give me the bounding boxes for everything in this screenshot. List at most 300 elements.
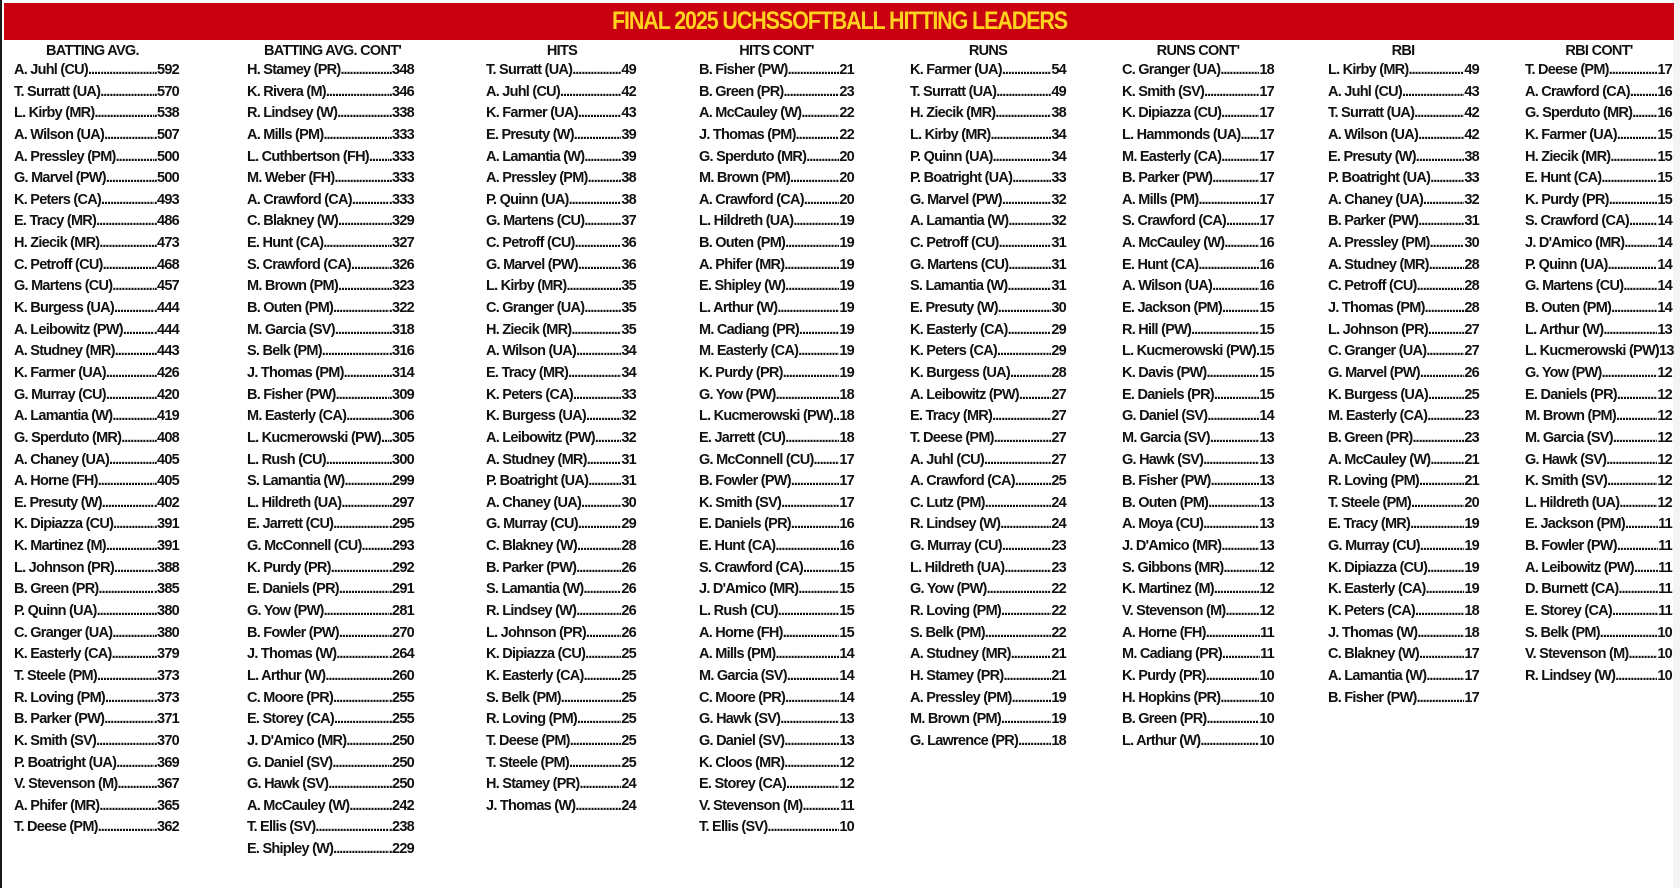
leader-dots xyxy=(1425,298,1465,320)
stat-value: 15 xyxy=(839,624,854,641)
stat-value: .326 xyxy=(388,256,414,273)
column-heading: RBI CONT' xyxy=(1565,43,1633,59)
stat-value: 22 xyxy=(1051,581,1066,598)
leader-entry xyxy=(486,168,636,190)
stat-value: 19 xyxy=(1464,559,1479,576)
stat-value: 12 xyxy=(1657,408,1672,425)
player-name: A. Horne (FH) xyxy=(14,473,98,490)
leader-dots xyxy=(804,190,840,212)
player-name: B. Outen (PM) xyxy=(699,235,786,252)
leader-entry xyxy=(1122,644,1274,666)
player-name: K. Burgess (UA) xyxy=(486,408,586,425)
leader-entry xyxy=(247,817,414,839)
leader-dots xyxy=(1002,60,1052,82)
leader-entry xyxy=(910,601,1066,623)
stat-value: 32 xyxy=(1051,213,1066,230)
player-name: A. Leibowitz (PW) xyxy=(910,386,1019,403)
leader-entry xyxy=(247,796,414,818)
leader-entry xyxy=(1525,190,1672,212)
leader-entry xyxy=(486,190,636,212)
leader-dots xyxy=(1222,644,1260,666)
stat-value: .323 xyxy=(388,278,414,295)
player-name: J. Thomas (PM) xyxy=(247,364,344,381)
stat-value: .405 xyxy=(153,451,179,468)
player-name: T. Surratt (UA) xyxy=(14,83,101,100)
leader-dots xyxy=(341,493,388,515)
leader-dots xyxy=(1426,341,1464,363)
stat-value: 16 xyxy=(1259,256,1274,273)
stat-value: .380 xyxy=(153,624,179,641)
leader-dots xyxy=(584,147,621,169)
player-name: L. Johnson (PR) xyxy=(14,559,114,576)
leader-entry xyxy=(1122,558,1274,580)
player-name: G. Martens (CU) xyxy=(14,278,113,295)
stat-value: 15 xyxy=(839,603,854,620)
stat-value: 19 xyxy=(1051,689,1066,706)
leader-entry xyxy=(699,623,854,645)
leader-entry xyxy=(14,211,179,233)
player-name: A. Studney (MR) xyxy=(486,451,587,468)
leader-dots xyxy=(793,211,839,233)
leader-entry xyxy=(1525,276,1672,298)
player-name: A. Lamantia (W) xyxy=(910,213,1009,230)
player-name: K. Easterly (CA) xyxy=(14,646,112,663)
stat-value: .297 xyxy=(388,494,414,511)
leader-entry xyxy=(699,190,854,212)
leader-dots xyxy=(1417,688,1465,710)
leader-entry xyxy=(910,688,1066,710)
leader-entry xyxy=(699,363,854,385)
player-name: A. Pressley (PM) xyxy=(910,689,1012,706)
stat-value: 43 xyxy=(1464,83,1479,100)
leader-entry xyxy=(14,363,179,385)
player-name: L. Kirby (MR) xyxy=(486,278,567,295)
leader-entry xyxy=(14,255,179,277)
leader-entry xyxy=(699,601,854,623)
leader-dots xyxy=(1427,558,1464,580)
player-name: E. Tracy (MR) xyxy=(1328,516,1411,533)
leader-dots xyxy=(995,103,1051,125)
player-name: C. Blakney (W) xyxy=(1328,646,1420,663)
leader-entry xyxy=(1328,406,1479,428)
player-name: A. Crawford (CA) xyxy=(699,191,804,208)
leader-dots xyxy=(1226,601,1260,623)
leader-entry xyxy=(1122,147,1274,169)
leader-entry xyxy=(247,644,414,666)
stat-value: 35 xyxy=(621,278,636,295)
leader-entry xyxy=(1122,211,1274,233)
player-name: C. Granger (UA) xyxy=(14,624,113,641)
leader-entry xyxy=(1525,493,1672,515)
stat-value: 12 xyxy=(1657,429,1672,446)
player-name: C. Moore (PR) xyxy=(247,689,334,706)
player-name: M. Easterly (CA) xyxy=(1122,148,1222,165)
player-name: T. Surratt (UA) xyxy=(1328,105,1415,122)
stat-value: 12 xyxy=(1259,559,1274,576)
leader-dots xyxy=(799,320,839,342)
player-name: G. Murray (CU) xyxy=(14,386,106,403)
leader-dots xyxy=(1629,644,1658,666)
stat-value: 18 xyxy=(1464,603,1479,620)
leader-dots xyxy=(1624,233,1657,255)
player-name: M. Cadiang (PR) xyxy=(699,321,799,338)
leader-dots xyxy=(777,298,839,320)
player-name: E. Jarrett (CU) xyxy=(247,516,334,533)
stat-value: .300 xyxy=(388,451,414,468)
leader-entry xyxy=(910,514,1066,536)
player-name: G. Daniel (SV) xyxy=(1122,408,1208,425)
stat-value: 49 xyxy=(1464,62,1479,78)
leader-entry xyxy=(14,558,179,580)
stat-value: 15 xyxy=(1657,126,1672,143)
leader-dots xyxy=(324,601,389,623)
leader-dots xyxy=(1015,471,1052,493)
stat-value: .408 xyxy=(153,429,179,446)
leader-dots xyxy=(1611,298,1657,320)
leader-entry xyxy=(910,103,1066,125)
leader-entry xyxy=(699,341,854,363)
stat-value: .426 xyxy=(153,364,179,381)
leader-dots xyxy=(335,320,389,342)
player-name: A. McCauley (W) xyxy=(699,105,802,122)
leader-entry xyxy=(1122,514,1274,536)
leader-entry xyxy=(1328,147,1479,169)
stat-value: 12 xyxy=(1657,386,1672,403)
leader-entry xyxy=(247,125,414,147)
leader-entry xyxy=(1525,147,1672,169)
player-name: B. Outen (PM) xyxy=(1122,494,1209,511)
leader-entry xyxy=(1328,471,1479,493)
player-name: G. Yow (PW) xyxy=(247,603,324,620)
leader-dots xyxy=(577,536,621,558)
leader-dots xyxy=(113,514,154,536)
stat-value: 29 xyxy=(1051,321,1066,338)
leader-dots xyxy=(787,666,840,688)
leader-dots xyxy=(101,190,154,212)
player-name: E. Presuty (W) xyxy=(910,300,998,317)
player-name: M. Brown (PM) xyxy=(1525,408,1616,425)
leader-entry xyxy=(247,298,414,320)
leader-entry xyxy=(486,796,636,818)
leader-entry xyxy=(486,471,636,493)
leader-entry xyxy=(910,536,1066,558)
leader-entry xyxy=(247,471,414,493)
leader-dots xyxy=(1001,709,1051,731)
leader-entry xyxy=(486,774,636,796)
leader-dots xyxy=(997,341,1051,363)
stat-value: 21 xyxy=(1051,646,1066,663)
stat-value: 11 xyxy=(840,797,854,814)
leader-dots xyxy=(996,82,1051,104)
leader-entry xyxy=(699,493,854,515)
leader-dots xyxy=(114,558,154,580)
stat-value: .309 xyxy=(388,386,414,403)
leader-entry xyxy=(486,666,636,688)
leader-entry xyxy=(247,385,414,407)
player-name: K. Dipiazza (CU) xyxy=(486,646,586,663)
leader-entry xyxy=(699,233,854,255)
leader-dots xyxy=(328,774,389,796)
player-name: B. Fisher (PW) xyxy=(1328,689,1417,706)
player-name: E. Hunt (CA) xyxy=(1122,256,1199,273)
player-name: L. Hildreth (UA) xyxy=(1525,494,1620,511)
stat-value: 17 xyxy=(1464,689,1479,706)
stat-value: 15 xyxy=(1657,148,1672,165)
player-name: A. Moya (CU) xyxy=(1122,516,1204,533)
player-name: S. Crawford (CA) xyxy=(1122,213,1226,230)
player-name: K. Burgess (UA) xyxy=(910,364,1010,381)
leader-entry xyxy=(1328,601,1479,623)
leader-dots xyxy=(1207,709,1260,731)
leader-dots xyxy=(1198,255,1259,277)
leader-dots xyxy=(1630,82,1658,104)
leader-dots xyxy=(1224,233,1259,255)
stat-value: 25 xyxy=(1051,473,1066,490)
leader-dots xyxy=(369,147,389,169)
stat-value: 10 xyxy=(1657,667,1672,684)
leader-entry xyxy=(1122,579,1274,601)
leader-entry xyxy=(1525,514,1672,536)
leader-entry xyxy=(14,103,179,125)
stat-value: 11 xyxy=(1260,646,1274,663)
leader-entry xyxy=(1328,82,1479,104)
stat-value: .388 xyxy=(153,559,179,576)
leader-entry xyxy=(247,103,414,125)
leader-entry xyxy=(1122,471,1274,493)
player-name: M. Cadiang (PR) xyxy=(1122,646,1222,663)
stat-value: .493 xyxy=(153,191,179,208)
stat-value: .305 xyxy=(388,429,414,446)
stat-value: 19 xyxy=(1464,581,1479,598)
leader-entry xyxy=(1328,579,1479,601)
leader-entry xyxy=(1328,558,1479,580)
leader-entry xyxy=(910,341,1066,363)
stat-value: 28 xyxy=(621,538,636,555)
stat-value: 17 xyxy=(1464,667,1479,684)
stat-value: 37 xyxy=(621,213,636,230)
stat-value: .457 xyxy=(153,278,179,295)
leader-entry xyxy=(247,514,414,536)
player-name: K. Martinez (M) xyxy=(14,538,106,555)
leader-dots xyxy=(1411,493,1464,515)
stat-value: 14 xyxy=(839,667,854,684)
leader-entry xyxy=(910,558,1066,580)
stat-value: .299 xyxy=(388,473,414,490)
player-name: H. Ziecik (MR) xyxy=(14,235,100,252)
leader-entry xyxy=(247,60,414,82)
leader-entry xyxy=(486,147,636,169)
player-name: G. Marvel (PW) xyxy=(910,191,1002,208)
leader-dots xyxy=(1207,406,1259,428)
leader-dots xyxy=(116,753,154,775)
player-name: J. Thomas (PM) xyxy=(1328,300,1425,317)
leader-dots xyxy=(788,60,840,82)
player-name: V. Stevenson (M) xyxy=(14,776,118,793)
stat-value: 19 xyxy=(839,343,854,360)
leader-entry xyxy=(486,103,636,125)
player-name: R. Loving (PM) xyxy=(14,689,105,706)
leader-dots xyxy=(584,666,622,688)
player-name: G. Murray (CU) xyxy=(1328,538,1420,555)
leader-dots xyxy=(1226,211,1259,233)
leader-entry xyxy=(1525,168,1672,190)
leader-dots xyxy=(785,688,839,710)
leader-entry xyxy=(1328,320,1479,342)
player-name: B. Parker (PW) xyxy=(1328,213,1419,230)
player-name: T. Steele (PM) xyxy=(1328,494,1411,511)
player-name: C. Granger (UA) xyxy=(486,300,585,317)
leader-dots xyxy=(1198,190,1259,212)
player-name: A. Horne (FH) xyxy=(1122,624,1206,641)
leader-dots xyxy=(1214,385,1259,407)
leader-dots xyxy=(1415,601,1464,623)
column-rbi-cont xyxy=(1525,40,1672,688)
stat-value: 14 xyxy=(1657,256,1672,273)
player-name: E. Hunt (CA) xyxy=(699,538,776,555)
leader-entry xyxy=(486,601,636,623)
player-name: S. Belk (PM) xyxy=(1525,624,1600,641)
stat-value: .405 xyxy=(153,473,179,490)
leader-dots xyxy=(994,428,1052,450)
leader-dots xyxy=(1420,363,1465,385)
player-name: R. Lindsey (W) xyxy=(910,516,1001,533)
stat-value: .270 xyxy=(388,624,414,641)
stat-value: 25 xyxy=(621,689,636,706)
leader-dots xyxy=(998,298,1052,320)
leader-entry xyxy=(1328,688,1479,710)
stat-value: 32 xyxy=(1051,191,1066,208)
player-name: G. Hawk (SV) xyxy=(1525,451,1607,468)
leader-dots xyxy=(1206,623,1260,645)
leader-dots xyxy=(803,796,841,818)
player-name: V. Stevenson (M) xyxy=(1525,646,1629,663)
leader-dots xyxy=(121,428,154,450)
leader-dots xyxy=(325,666,388,688)
player-name: K. Peters (CA) xyxy=(1328,603,1415,620)
leader-dots xyxy=(781,493,839,515)
leader-dots xyxy=(88,60,154,82)
leader-entry xyxy=(1122,536,1274,558)
player-name: E. Storey (CA) xyxy=(699,776,786,793)
leader-dots xyxy=(112,276,153,298)
player-name: S. Crawford (CA) xyxy=(247,256,351,273)
leader-dots xyxy=(1203,450,1259,472)
leader-entry xyxy=(486,536,636,558)
player-name: A. Leibowitz (PW) xyxy=(14,321,123,338)
leader-entry xyxy=(1328,233,1479,255)
leader-entry xyxy=(486,579,636,601)
leader-dots xyxy=(352,190,389,212)
stat-value: 24 xyxy=(1051,516,1066,533)
player-name: G. Martens (CU) xyxy=(910,256,1009,273)
column-rbi xyxy=(1328,40,1479,709)
leader-dots xyxy=(99,579,154,601)
leader-dots xyxy=(1191,320,1259,342)
stat-value: 14 xyxy=(1657,278,1672,295)
leader-entry xyxy=(247,450,414,472)
leader-dots xyxy=(1214,579,1260,601)
player-name: C. Blakney (W) xyxy=(486,538,578,555)
leader-dots xyxy=(586,406,621,428)
leader-dots xyxy=(337,103,389,125)
player-name: J. Thomas (W) xyxy=(1328,624,1418,641)
leader-entry xyxy=(486,450,636,472)
leader-dots xyxy=(105,688,154,710)
leader-entry xyxy=(1122,450,1274,472)
player-name: K. Dipiazza (CU) xyxy=(14,516,114,533)
leader-entry xyxy=(1122,623,1274,645)
leader-dots xyxy=(1008,276,1052,298)
leader-entry xyxy=(1525,536,1672,558)
player-name: E. Shipley (W) xyxy=(247,841,334,858)
leader-entry xyxy=(486,341,636,363)
player-name: E. Daniels (PR) xyxy=(699,516,791,533)
leader-entry xyxy=(1122,168,1274,190)
leader-entry xyxy=(14,623,179,645)
stat-value: 13 xyxy=(1259,494,1274,511)
stat-value: .373 xyxy=(153,689,179,706)
leader-entry xyxy=(699,796,854,818)
leader-entry xyxy=(14,753,179,775)
leader-dots xyxy=(100,82,154,104)
leader-dots xyxy=(315,817,388,839)
player-name: E. Jarrett (CU) xyxy=(699,429,786,446)
stat-value: .322 xyxy=(388,300,414,317)
player-name: M. Weber (FH) xyxy=(247,170,335,187)
stat-value: 34 xyxy=(621,364,636,381)
stat-value: 17 xyxy=(1259,213,1274,230)
leader-dots xyxy=(1623,276,1657,298)
player-name: K. Purdy (PR) xyxy=(699,364,783,381)
player-name: A. McCauley (W) xyxy=(1328,451,1431,468)
leader-dots xyxy=(332,753,388,775)
player-name: P. Boatright (UA) xyxy=(14,754,117,771)
leader-entry xyxy=(910,644,1066,666)
leader-dots xyxy=(331,558,389,580)
leader-entry xyxy=(1525,428,1672,450)
player-name: L. Kucmerowski (PW) xyxy=(247,429,381,446)
leader-entry xyxy=(486,623,636,645)
stat-value: 31 xyxy=(1464,213,1479,230)
leader-dots xyxy=(1617,385,1657,407)
stat-value: .473 xyxy=(153,235,179,252)
stat-value: 17 xyxy=(1259,148,1274,165)
stat-value: .291 xyxy=(388,581,414,598)
leader-dots xyxy=(985,623,1052,645)
leader-entry xyxy=(699,125,854,147)
leader-dots xyxy=(778,601,840,623)
stat-value: 39 xyxy=(621,126,636,143)
player-name: K. Dipiazza (CU) xyxy=(1122,105,1222,122)
leader-dots xyxy=(1612,601,1658,623)
leader-dots xyxy=(776,385,840,407)
leader-dots xyxy=(1619,493,1657,515)
player-name: L. Johnson (PR) xyxy=(1328,321,1428,338)
player-name: K. Burgess (UA) xyxy=(14,300,114,317)
stat-value: 38 xyxy=(1051,105,1066,122)
leader-entry xyxy=(699,731,854,753)
leader-entry xyxy=(247,320,414,342)
leader-entry xyxy=(1328,190,1479,212)
leader-dots xyxy=(584,298,621,320)
leader-entry xyxy=(247,190,414,212)
player-name: L. Kirby (MR) xyxy=(910,126,991,143)
player-name: E. Storey (CA) xyxy=(247,711,334,728)
leader-entry xyxy=(1525,233,1672,255)
leader-entry xyxy=(247,428,414,450)
stat-value: .333 xyxy=(388,148,414,165)
player-name: K. Davis (PW) xyxy=(1122,364,1207,381)
